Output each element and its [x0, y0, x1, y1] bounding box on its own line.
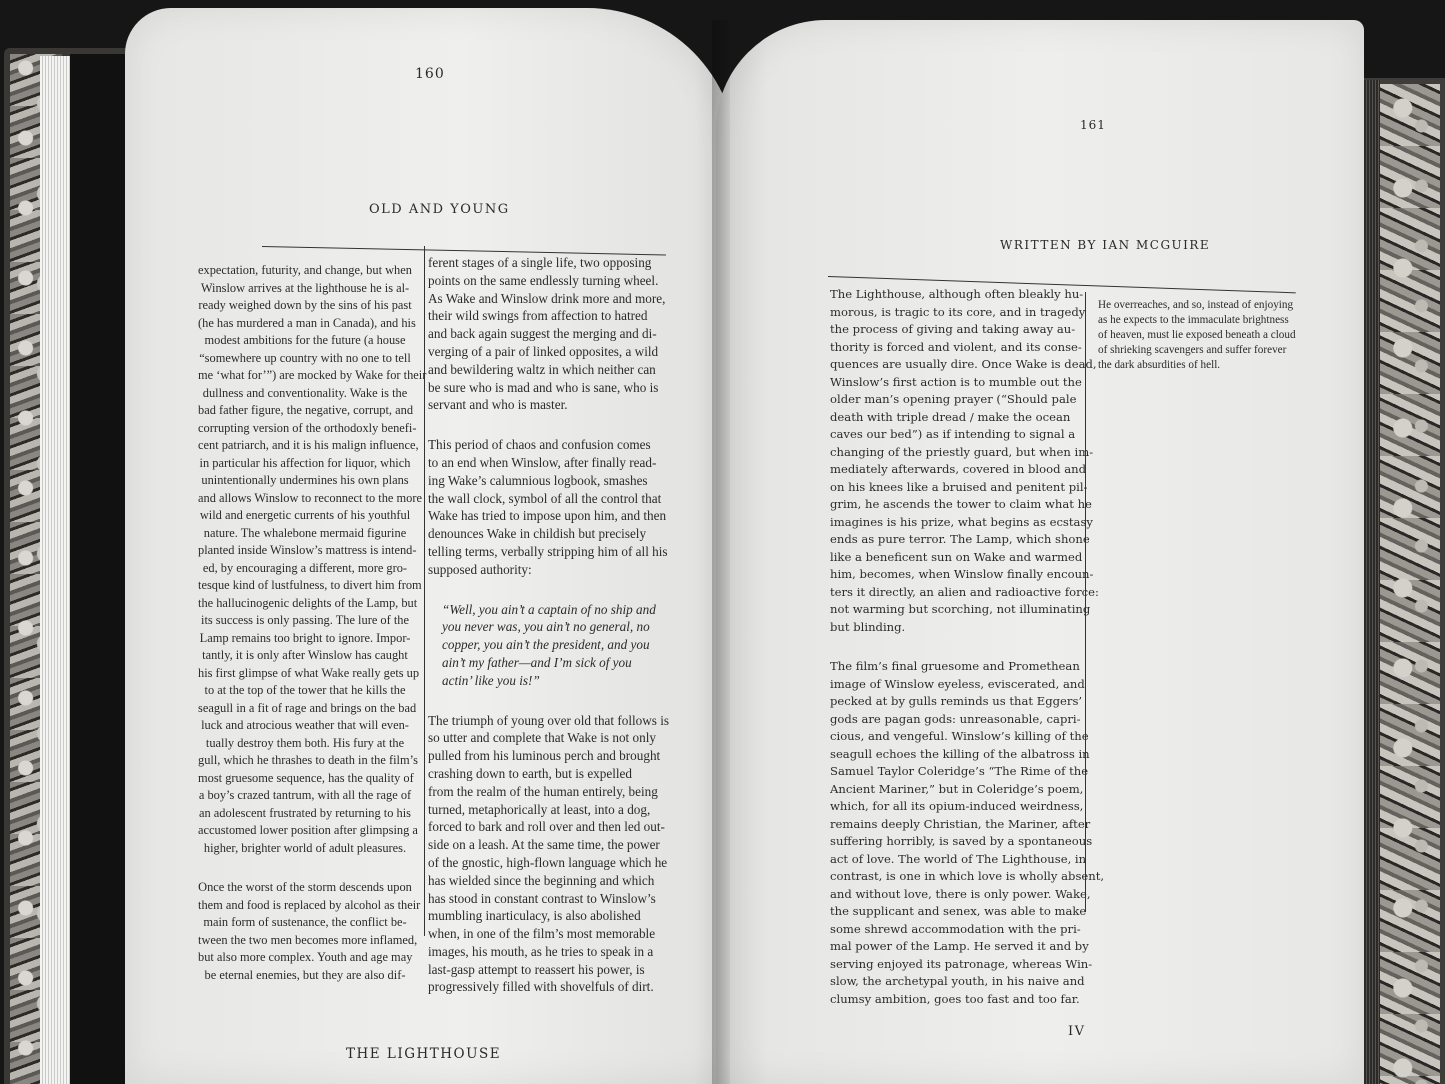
right-page-heading: WRITTEN BY IAN MCGUIRE [1000, 238, 1211, 252]
text-line: their wild swings from affection to hatred [428, 308, 648, 324]
right-page-number: 161 [1080, 118, 1106, 132]
text-line: last-gasp attempt to reassert his power, is [428, 961, 645, 977]
text-line: tween the two men becomes more inflamed, [198, 932, 418, 947]
text-line: older man’s opening prayer (“Should pale [830, 392, 1077, 406]
text-line: ed, by encouraging a different, more gro- [202, 560, 408, 575]
text-line: mumbling inarticulacy, is also abolished [428, 908, 641, 924]
text-line: when, in one of the film’s most memorable [428, 926, 656, 942]
text-line: As Wake and Winslow drink more and more, [428, 290, 666, 306]
text-line: to an end when Winslow, after finally read- [428, 454, 657, 470]
text-line: luck and atrocious weather that will even- [201, 718, 409, 732]
text-line: quences are usually dire. Once Wake is dead, [830, 357, 1097, 371]
text-line: “somewhere up country with no one to tell [199, 350, 411, 365]
text-line: forced to bark and roll over and then led out- [428, 819, 665, 835]
text-line: ters it directly, an alien and radioactive force: [830, 584, 1099, 599]
marbled-endpaper-right [1378, 84, 1440, 1084]
text-line: be sure who is mad and who is sane, who is [428, 379, 659, 395]
right-column-2 [1098, 298, 1298, 395]
text-line: supposed authority: [428, 561, 532, 577]
text-line: thority is forced and violent, and its conse- [830, 339, 1082, 354]
text-line: telling terms, verbally stripping him of all his [428, 543, 668, 559]
text-line: ain’t my father—and I’m sick of you [442, 654, 632, 670]
left-page-footer: THE LIGHTHOUSE [346, 1046, 502, 1062]
text-line: and without love, there is only power. Wake, [830, 886, 1091, 901]
text-line: modest ambitions for the future (a house [204, 333, 406, 347]
text-line: on his knees like a bruised and penitent pil- [830, 479, 1088, 494]
text-line: He overreaches, and so, instead of enjoying [1098, 299, 1294, 311]
text-line: so utter and complete that Wake is not only [428, 730, 656, 746]
text-line: of the gnostic, high-flown language which he [428, 854, 668, 870]
text-line: grim, he ascends the tower to claim what he [830, 497, 1092, 511]
text-line: Wake has tried to impose upon him, and then [428, 508, 667, 524]
text-line: corrupting version of the orthodoxly benefi- [198, 420, 417, 435]
text-line: death with triple dread / make the ocean [830, 409, 1071, 424]
text-line: points on the same endlessly turning wheel. [428, 272, 659, 288]
text-line: but also more complex. Youth and age may [198, 950, 413, 964]
text-line: the hallucinogenic delights of the Lamp, but [198, 595, 418, 610]
left-page-heading: OLD AND YOUNG [369, 202, 510, 217]
text-line: nature. The whalebone mermaid figurine [203, 525, 407, 540]
text-line: not warming but scorching, not illuminating [830, 602, 1091, 616]
text-line: accustomed lower position after glimpsing a [198, 823, 418, 837]
text-line: caves our bed”) as if intending to signal a [830, 427, 1076, 441]
text-line: the wall clock, symbol of all the control that [428, 490, 662, 506]
text-line: actin’ like you is!” [442, 672, 540, 688]
text-line: gull, which he thrashes to death in the film’s [198, 753, 418, 767]
text-line: mediately afterwards, covered in blood and [830, 462, 1086, 476]
text-line: expectation, futurity, and change, but when [198, 263, 412, 277]
paragraph [198, 262, 427, 857]
text-line: denounces Wake in childish but precisely [428, 526, 647, 542]
text-line: its success is only passing. The lure of the [201, 613, 409, 627]
text-line: seagull echoes the killing of the albatross in [830, 746, 1090, 761]
text-line: Lamp remains too bright to ignore. Impor- [199, 630, 411, 645]
text-line: Once the worst of the storm descends upon [198, 880, 412, 894]
text-line: images, his mouth, as he tries to speak in a [428, 943, 654, 959]
text-line: seagull in a fit of rage and brings on the bad [198, 700, 417, 715]
paragraph [1098, 298, 1298, 373]
text-line: crashing down to earth, but is expelled [428, 765, 632, 781]
text-line: clumsy ambition, goes too fast and too far. [830, 991, 1080, 1006]
text-line: imagines is his prize, what begins as ecstasy [830, 514, 1093, 529]
paragraph [198, 879, 421, 984]
text-line: of shrieking scavengers and suffer forever [1098, 344, 1287, 356]
text-line: image of Winslow eyeless, eviscerated, and [830, 676, 1085, 691]
text-line: side on a leash. At the same time, the power [428, 837, 660, 853]
text-line: Winslow’s first action is to mumble out the [830, 374, 1082, 389]
text-line: mal power of the Lamp. He served it and by [830, 939, 1089, 953]
text-line: cious, and vengeful. Winslow’s killing of the [830, 729, 1089, 743]
text-line: be eternal enemies, but they are also dif- [204, 967, 406, 982]
paragraph [830, 658, 1105, 1008]
text-line: a boy’s crazed tantrum, with all the rage of [198, 788, 412, 802]
text-line: but blinding. [830, 619, 906, 634]
text-line: Samuel Taylor Coleridge’s “The Rime of the [830, 764, 1089, 778]
text-line: the dark absurdities of hell. [1098, 359, 1221, 371]
text-line: tantly, it is only after Winslow has caught [202, 648, 408, 662]
text-line: planted inside Winslow’s mattress is intend- [198, 543, 417, 557]
text-line: The film’s final gruesome and Promethean [830, 659, 1080, 673]
text-line: bad father figure, the negative, corrupt, and [198, 403, 414, 417]
left-column-divider [424, 246, 425, 936]
text-line: pulled from his luminous perch and brought [428, 748, 661, 764]
text-line: and allows Winslow to reconnect to the more [198, 490, 422, 505]
text-line: ferent stages of a single life, two opposing [428, 255, 652, 270]
right-page-footer: IV [1068, 1024, 1086, 1039]
text-line: him, becomes, when Winslow finally encoun- [830, 567, 1094, 581]
paragraph [830, 286, 1099, 636]
text-line: remains deeply Christian, the Mariner, after [830, 816, 1091, 831]
text-line: tually destroy them both. His fury at the [205, 735, 405, 750]
text-line: ing Wake’s calumnious logbook, smashes [428, 472, 648, 488]
text-line: in particular his affection for liquor, which [199, 455, 411, 470]
left-column-2 [428, 254, 688, 1018]
text-line: turned, metaphorically at least, into a dog, [428, 801, 651, 817]
text-line: verging of a pair of linked opposites, a wild [428, 343, 659, 359]
text-line: Winslow arrives at the lighthouse he is al- [200, 280, 410, 295]
paragraph [428, 601, 688, 690]
text-line: contrast, is one in which love is wholly absent, [830, 869, 1105, 883]
book-gutter [712, 20, 730, 1084]
page-edges-left [40, 56, 70, 1084]
text-line: higher, brighter world of adult pleasures. [203, 840, 407, 855]
text-line: ends as pure terror. The Lamp, which shone [830, 532, 1090, 546]
text-line: main form of sustenance, the conflict be- [203, 915, 407, 929]
paragraph [428, 712, 688, 997]
text-line: as he expects to the immaculate brightness [1098, 314, 1289, 326]
text-line: This period of chaos and confusion comes [428, 437, 651, 453]
text-line: slow, the archetypal youth, in his naive and [830, 974, 1085, 988]
text-line: The triumph of young over old that follows is [428, 712, 670, 728]
text-line: has wielded since the beginning and which [428, 872, 655, 888]
text-line: serving enjoyed its patronage, whereas Win- [830, 956, 1093, 971]
text-line: unintentionally undermines his own plans [201, 473, 409, 487]
text-line: servant and who is master. [428, 397, 568, 413]
text-line: act of love. The world of The Lighthouse, in [830, 851, 1087, 866]
text-line: cent patriarch, and it is his malign influence, [198, 438, 419, 452]
text-line: and back again suggest the merging and di- [428, 326, 657, 342]
text-line: has stood in constant contrast to Winslow’s [428, 890, 656, 906]
right-column-1 [830, 286, 1105, 1030]
text-line: gods are pagan gods: unreasonable, capri- [830, 711, 1081, 726]
left-column-1 [198, 262, 427, 1006]
text-line: progressively filled with shovelfuls of dirt. [428, 979, 654, 995]
paragraph [428, 436, 688, 578]
text-line: copper, you ain’t the president, and you [442, 637, 650, 653]
text-line: most gruesome sequence, has the quality of [198, 770, 414, 785]
text-line: changing of the priestly guard, but when im- [830, 444, 1094, 459]
text-line: wild and energetic currents of his youthful [199, 508, 411, 522]
text-line: from the realm of the human entirely, being [428, 783, 658, 799]
paragraph [428, 254, 688, 414]
text-line: some shrewd accommodation with the pri- [830, 921, 1081, 936]
text-line: ready weighed down by the sins of his past [198, 298, 412, 312]
left-page-number: 160 [415, 66, 445, 82]
text-line: Ancient Mariner,” but in Coleridge’s poem, [830, 781, 1084, 796]
text-line: suffering horribly, is saved by a spontaneous [830, 834, 1093, 848]
text-line: the process of giving and taking away au- [830, 322, 1076, 336]
text-line: “Well, you ain’t a captain of no ship and [442, 601, 656, 617]
text-line: like a beneficent sun on Wake and warmed [830, 549, 1083, 564]
text-line: dullness and conventionality. Wake is the [202, 385, 408, 400]
text-line: of heaven, must lie exposed beneath a cloud [1098, 329, 1296, 341]
text-line: me ‘what for’”) are mocked by Wake for their [198, 368, 427, 382]
text-line: (he has murdered a man in Canada), and his [198, 315, 416, 330]
text-line: The Lighthouse, although often bleakly hu- [830, 287, 1084, 301]
text-line: the supplicant and senex, was able to make [830, 904, 1087, 918]
text-line: you never was, you ain’t no general, no [442, 619, 650, 635]
text-line: which, for all its opium-induced weirdness, [830, 799, 1084, 813]
text-line: tesque kind of lustfulness, to divert him from [198, 578, 422, 592]
text-line: his first glimpse of what Wake really gets up [198, 665, 420, 680]
text-line: and bewildering waltz in which neither can [428, 361, 656, 377]
text-line: pecked at by gulls reminds us that Eggers’ [830, 694, 1083, 708]
text-line: to at the top of the tower that he kills the [204, 683, 406, 697]
text-line: morous, is tragic to its core, and in tragedy [830, 304, 1086, 319]
text-line: them and food is replaced by alcohol as their [198, 897, 421, 912]
text-line: an adolescent frustrated by returning to his [199, 805, 411, 820]
